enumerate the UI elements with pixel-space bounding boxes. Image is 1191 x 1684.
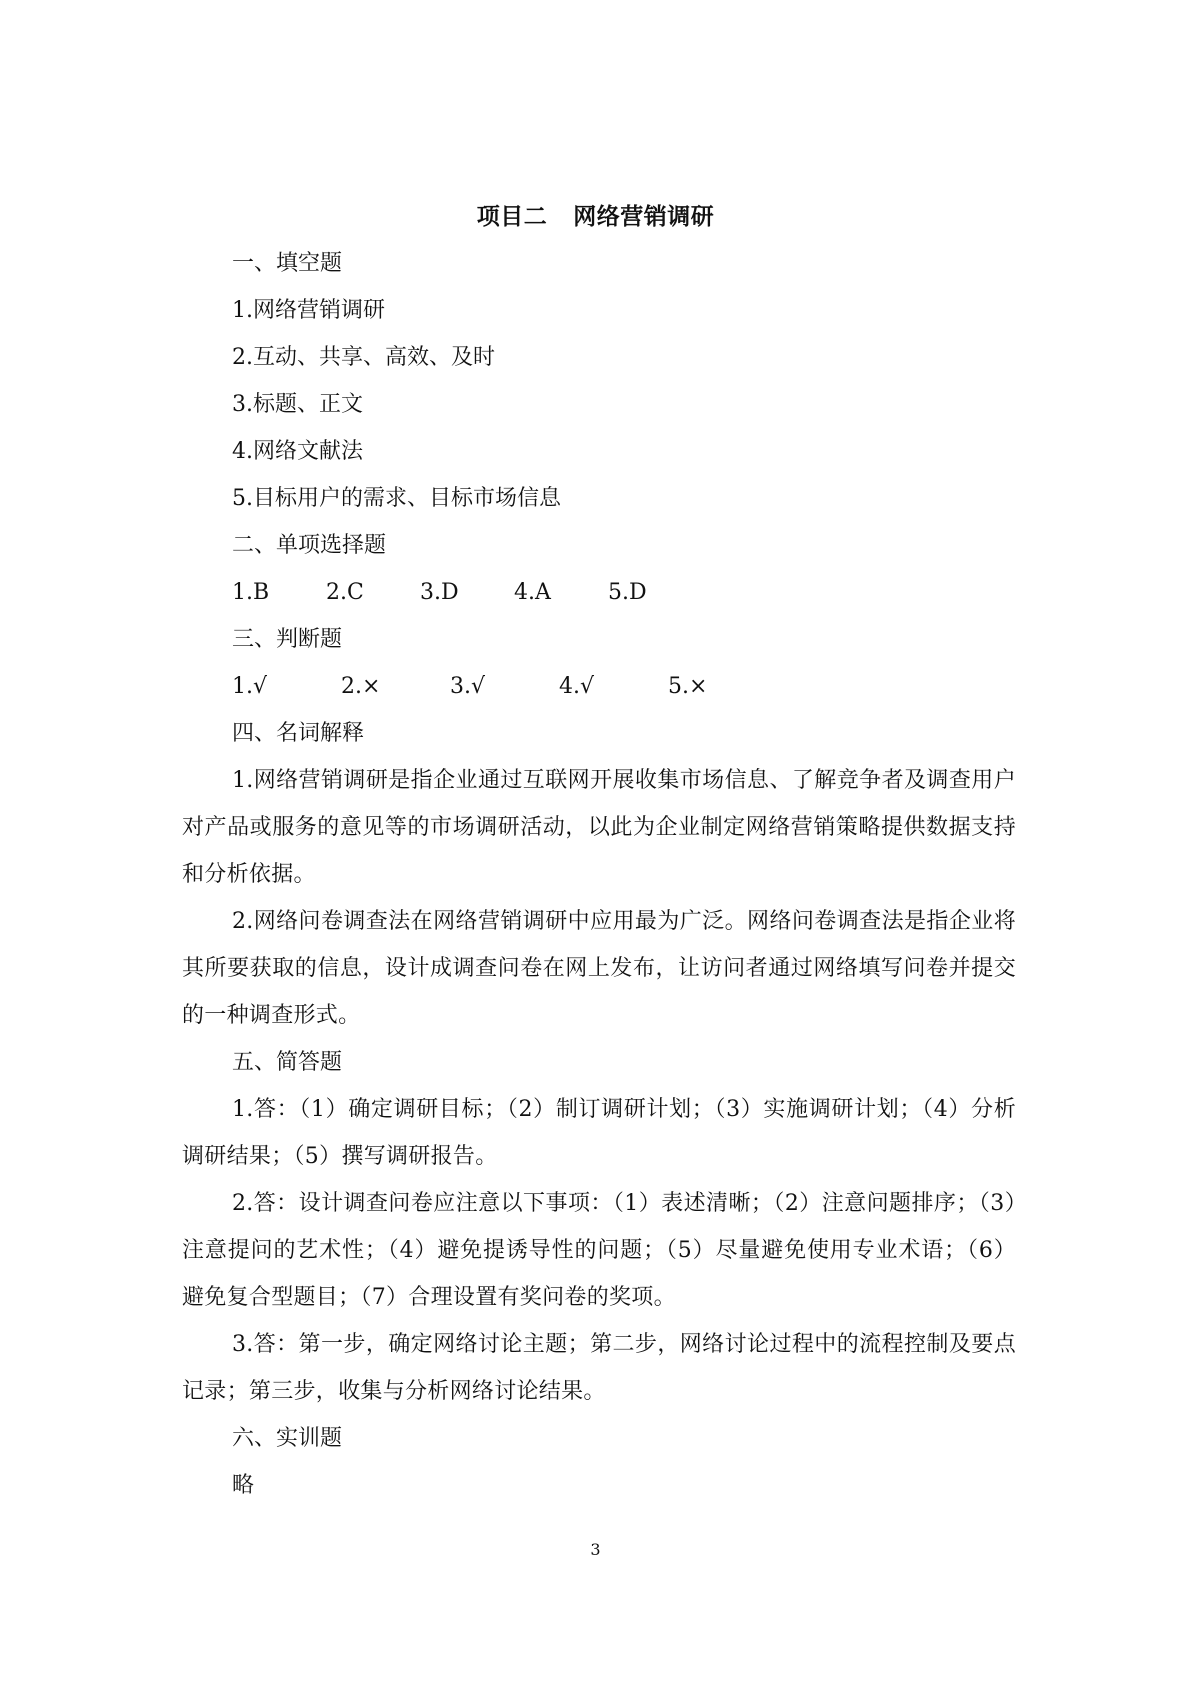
section-heading-definitions: 四、名词解释 bbox=[232, 721, 365, 746]
fill-blank-answer-3: 3.标题、正文 bbox=[232, 392, 363, 417]
short-answer-paragraph-2: 2.答：设计调查问卷应注意以下事项：（1）表述清晰；（2）注意问题排序；（3）注意提问的艺术性；（4）避免提诱导性的问题；（5）尽量避免使用专业术语；（6）避免复合型题目；（7）合理设置有奖问卷的奖项。 bbox=[182, 1191, 1016, 1310]
definition-paragraph-1: 1.网络营销调研是指企业通过互联网开展收集市场信息、了解竞争者及调查用户对产品或服务的意见等的市场调研活动，以此为企业制定网络营销策略提供数据支持和分析依据。 bbox=[182, 768, 1016, 887]
single-choice-answer-2: 2.C bbox=[326, 580, 364, 605]
fill-blank-answer-2: 2.互动、共享、高效、及时 bbox=[232, 345, 495, 370]
single-choice-answer-4: 4.A bbox=[514, 580, 551, 605]
page-number: 3 bbox=[590, 1540, 601, 1559]
practical-answer: 略 bbox=[232, 1473, 255, 1498]
short-answer-paragraph-1: 1.答：（1）确定调研目标；（2）制订调研计划；（3）实施调研计划；（4）分析调研结果；（5）撰写调研报告。 bbox=[182, 1097, 1016, 1169]
definition-paragraph-2: 2.网络问卷调查法在网络营销调研中应用最为广泛。网络问卷调查法是指企业将其所要获取的信息，设计成调查问卷在网上发布，让访问者通过网络填写问卷并提交的一种调查形式。 bbox=[182, 909, 1016, 1028]
fill-blank-answer-1: 1.网络营销调研 bbox=[232, 298, 385, 323]
section-heading-fill-blank: 一、填空题 bbox=[232, 251, 343, 276]
section-heading-practical: 六、实训题 bbox=[232, 1426, 343, 1451]
true-false-answer-2: 2.× bbox=[341, 674, 381, 699]
single-choice-answer-3: 3.D bbox=[420, 580, 459, 605]
true-false-answers bbox=[182, 663, 1016, 710]
single-choice-answer-5: 5.D bbox=[608, 580, 647, 605]
true-false-answer-3: 3.√ bbox=[450, 674, 486, 699]
fill-blank-answer-5: 5.目标用户的需求、目标市场信息 bbox=[232, 486, 561, 511]
section-heading-short-answer: 五、简答题 bbox=[232, 1050, 343, 1075]
true-false-answer-4: 4.√ bbox=[559, 674, 595, 699]
page-title bbox=[0, 197, 1191, 237]
single-choice-answer-1: 1.B bbox=[232, 580, 270, 605]
fill-blank-answer-4: 4.网络文献法 bbox=[232, 439, 363, 464]
short-answer-paragraph-3: 3.答：第一步，确定网络讨论主题；第二步，网络讨论过程中的流程控制及要点记录；第三步，收集与分析网络讨论结果。 bbox=[182, 1332, 1016, 1404]
title-project-name: 网络营销调研 bbox=[573, 204, 715, 230]
section-heading-single-choice: 二、单项选择题 bbox=[232, 533, 387, 558]
answer-content bbox=[182, 240, 1016, 1509]
single-choice-answers bbox=[182, 569, 1016, 616]
true-false-answer-5: 5.× bbox=[668, 674, 708, 699]
section-heading-true-false: 三、判断题 bbox=[232, 627, 343, 652]
title-project-number: 项目二 bbox=[476, 204, 548, 230]
true-false-answer-1: 1.√ bbox=[232, 674, 268, 699]
